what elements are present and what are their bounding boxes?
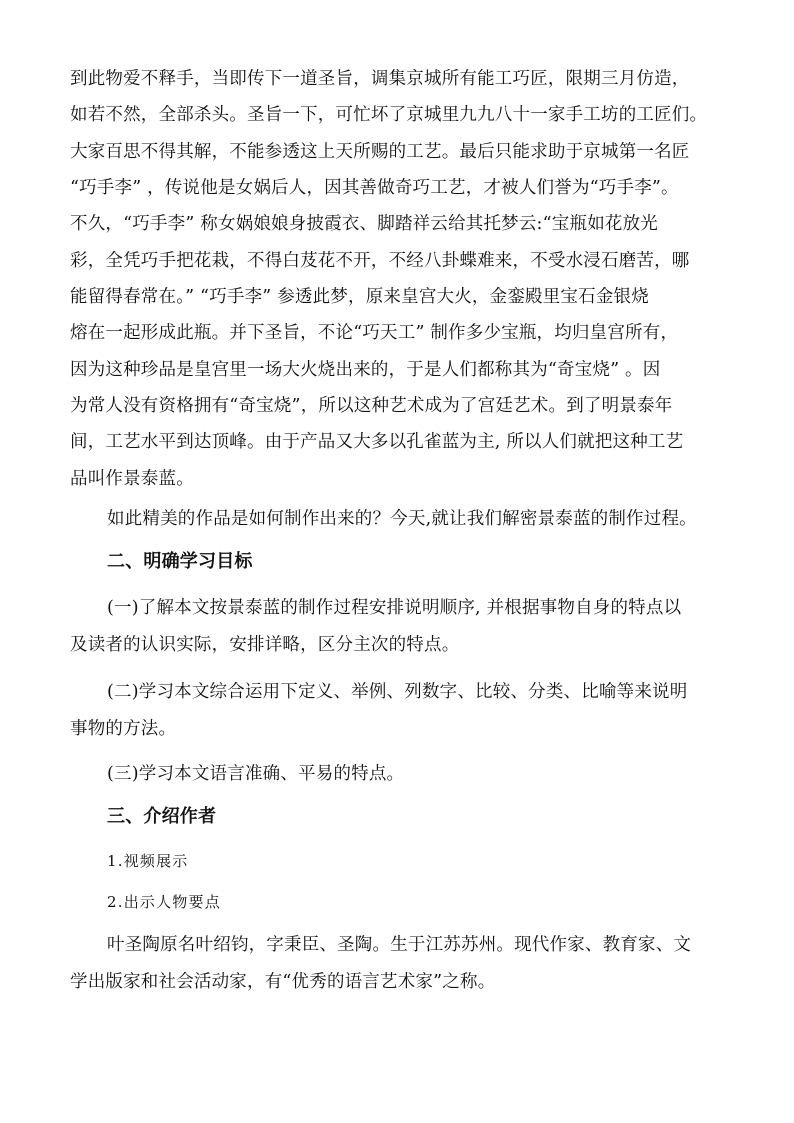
story-line: 能留得春常在。” “巧手李” 参透此梦，原来皇宫大火，金銮殿里宝石金银烧	[70, 287, 649, 307]
goal-line: 事物的方法。	[70, 719, 177, 739]
story-line: 如若不然，全部杀头。圣旨一下，可忙坏了京城里九九八十一家手工坊的工匠们。	[70, 105, 708, 125]
story-line: 因为这种珍品是皇宫里一场大火烧出来的，于是人们都称其为“奇宝烧” 。因	[70, 360, 661, 380]
author-line: 叶圣陶原名叶绍钧，字秉臣、圣陶。生于江苏苏州。现代作家、教育家、文	[107, 935, 692, 955]
story-line: 为常人没有资格拥有“奇宝烧”，所以这种艺术成为了宫廷艺术。到了明景泰年	[70, 396, 673, 416]
story-line: 大家百思不得其解，不能参透这上天所赐的工艺。最后只能求助于京城第一名匠	[70, 142, 690, 162]
story-line: 不久，“巧手李” 称女娲娘娘身披霞衣、脚踏祥云给其托梦云:“宝瓶如花放光	[70, 214, 658, 234]
story-line: 到此物爱不释手，当即传下一道圣旨，调集京城所有能工巧匠，限期三月仿造，	[70, 69, 690, 89]
story-line: “巧手李” ，传说他是女娲后人，因其善做奇巧工艺，才被人们誉为“巧手李”。	[70, 178, 679, 198]
goal-line: (一)了解本文按景泰蓝的制作过程安排说明顺序, 并根据事物自身的特点以	[107, 598, 682, 618]
goal-item-3: (三)学习本文语言准确、平易的特点。	[107, 764, 405, 784]
list-item-video: 1.视频展示	[107, 852, 189, 870]
section-heading-goals: 二、明确学习目标	[107, 551, 253, 572]
intro-paragraph: 如此精美的作品是如何制作出来的？今天,就让我们解密景泰蓝的制作过程。	[107, 509, 697, 529]
list-item-key-points: 2.出示人物要点	[107, 893, 221, 911]
story-line: 彩，全凭巧手把花栽，不得白芨花不开，不经八卦蝶难来，不受水浸石磨苦，哪	[70, 251, 690, 271]
story-line: 品叫作景泰蓝。	[70, 469, 194, 489]
section-heading-author: 三、介绍作者	[107, 806, 217, 827]
goal-line: 及读者的认识实际，安排详略，区分主次的特点。	[70, 635, 460, 655]
goal-line: (二)学习本文综合运用下定义、举例、列数字、比较、分类、比喻等来说明	[107, 682, 688, 702]
story-line: 间，工艺水平到达顶峰。由于产品又大多以孔雀蓝为主, 所以人们就把这种工艺	[70, 432, 684, 452]
author-line: 学出版家和社会活动家，有“优秀的语言艺术家”之称。	[70, 972, 496, 992]
story-line: 熔在一起形成此瓶。并下圣旨，不论“巧天工” 制作多少宝瓶，均归皇宫所有，	[70, 323, 679, 343]
